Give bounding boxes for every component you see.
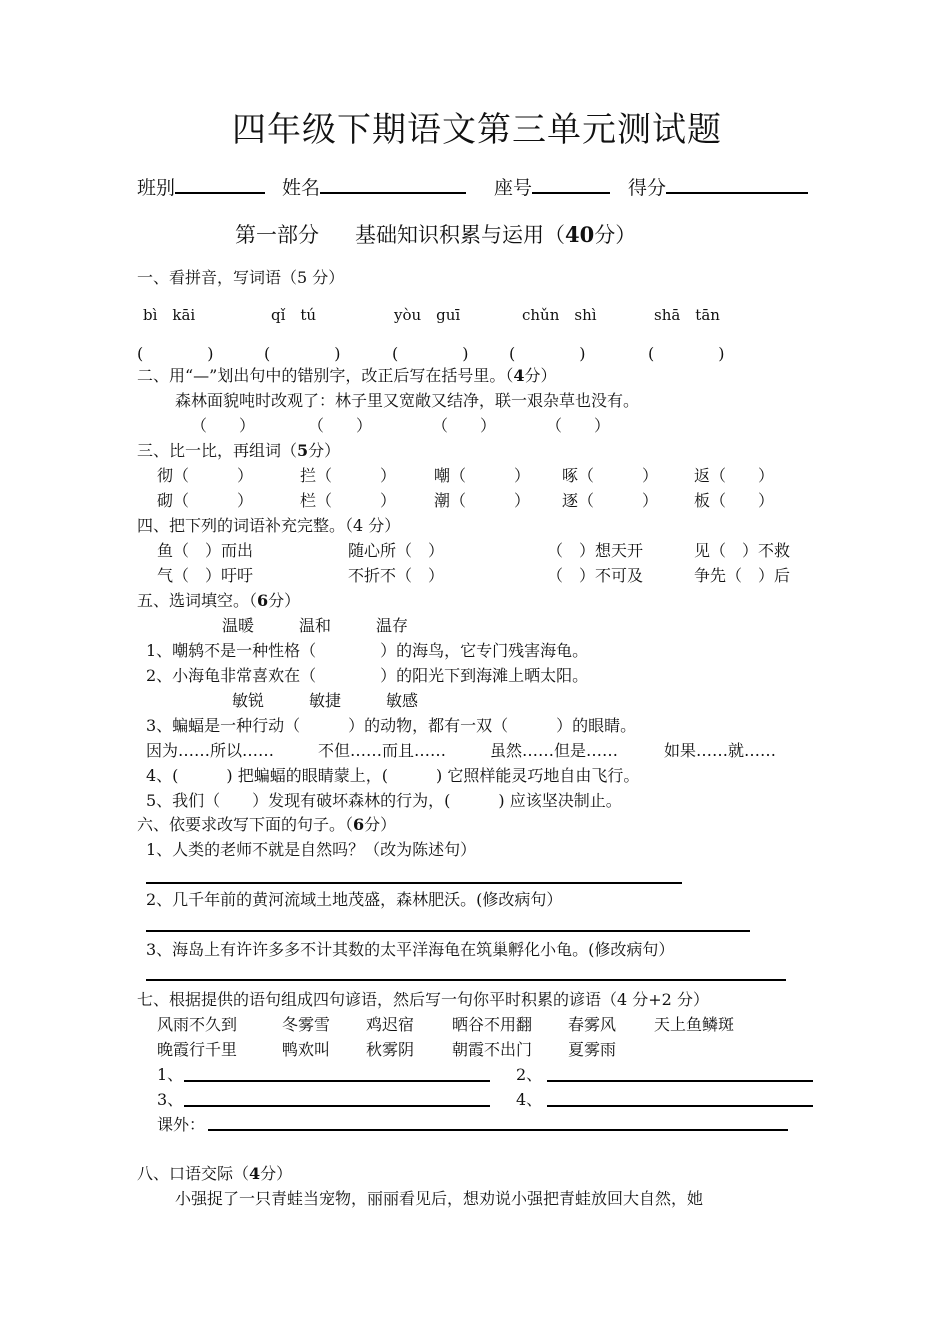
answer-bracket-3[interactable]: ( )	[392, 344, 469, 363]
proverb-number: 2、	[516, 1065, 543, 1084]
section-7-heading: 七、根据提供的语句组成四句谚语，然后写一句你平时积累的谚语（4 分+2 分）	[137, 990, 709, 1009]
section-8-heading-text: 八、口语交际（	[137, 1164, 250, 1183]
score-label: 得分	[628, 177, 667, 199]
seat-blank[interactable]	[532, 174, 610, 194]
fill-question-4: 4、( ) 把蝙蝠的眼睛蒙上，( ) 它照样能灵巧地自由飞行。	[146, 766, 640, 785]
compare-item[interactable]: 嘲（ ）	[434, 466, 531, 485]
conjunction-option: 虽然……但是……	[490, 741, 619, 760]
compare-item[interactable]: 啄（ ）	[562, 466, 659, 485]
compare-item[interactable]: 板（ ）	[694, 491, 775, 510]
answer-line[interactable]	[146, 882, 682, 884]
proverb-fragment: 夏雾雨	[568, 1040, 617, 1059]
pinyin-2: qǐ tú	[271, 306, 317, 324]
section-6-heading-text: 六、依要求改写下面的句子。（	[137, 815, 354, 834]
section-8-score: 4	[249, 1164, 261, 1183]
section-2-heading	[137, 363, 557, 386]
idiom-item[interactable]: 鱼（ ）而出	[157, 541, 254, 560]
compare-item[interactable]: 栏（ ）	[300, 491, 397, 510]
page-title: 四年级下期语文第三单元测试题	[232, 110, 722, 150]
idiom-item[interactable]: 争先（ ）后	[694, 566, 791, 585]
part-unit: 分）	[594, 223, 637, 247]
proverb-fragment: 冬雾雪	[282, 1015, 331, 1034]
extra-proverb-label: 课外：	[157, 1115, 206, 1134]
section-2-heading-tail: 分）	[524, 366, 557, 385]
proverb-number: 3、	[157, 1090, 184, 1109]
correction-bracket-3[interactable]: （ ）	[432, 416, 497, 435]
idiom-item[interactable]: 见（ ）不救	[694, 541, 791, 560]
name-blank[interactable]	[320, 174, 466, 194]
proverb-fragment: 秋雾阴	[366, 1040, 415, 1059]
pinyin-4: chǔn shì	[522, 306, 597, 324]
section-3-heading	[137, 438, 340, 461]
section-8-heading	[137, 1161, 292, 1184]
proverb-answer-line[interactable]	[184, 1080, 490, 1082]
pinyin-3: yòu guī	[394, 306, 461, 324]
name-label: 姓名	[282, 177, 321, 199]
section-3-heading-text: 三、比一比，再组词（	[137, 441, 298, 460]
idiom-item[interactable]: 不折不（ ）	[348, 566, 445, 585]
rewrite-question-2: 2、几千年前的黄河流域土地茂盛，森林肥沃。(修改病句）	[146, 890, 563, 909]
part-score: 40	[565, 222, 595, 247]
section-2-sentence: 森林面貌吨时改观了：林子里又宽敞又结净，联一艰杂草也没有。	[175, 391, 640, 410]
answer-bracket-5[interactable]: ( )	[648, 344, 725, 363]
word-option: 温暖	[222, 616, 255, 635]
word-option: 敏捷	[309, 691, 342, 710]
idiom-item[interactable]: （ ）想天开	[547, 541, 644, 560]
section-5-heading	[137, 588, 300, 611]
seat-label: 座号	[494, 177, 533, 199]
correction-bracket-1[interactable]: （ ）	[191, 416, 256, 435]
section-8-heading-tail: 分）	[260, 1164, 293, 1183]
word-option: 温存	[376, 616, 409, 635]
part-title: 基础知识积累与运用（	[355, 223, 565, 247]
compare-item[interactable]: 拦（ ）	[300, 466, 397, 485]
answer-bracket-1[interactable]: ( )	[137, 344, 214, 363]
class-label: 班别	[137, 177, 176, 199]
extra-proverb-line[interactable]	[208, 1129, 788, 1131]
idiom-item[interactable]: 随心所（ ）	[348, 541, 445, 560]
proverb-number: 1、	[157, 1065, 184, 1084]
answer-line[interactable]	[146, 930, 750, 932]
conjunction-option: 因为……所以……	[146, 741, 275, 760]
answer-line[interactable]	[146, 979, 786, 981]
section-3-score: 5	[297, 441, 309, 460]
score-field	[628, 173, 808, 200]
score-blank[interactable]	[666, 174, 808, 194]
pinyin-5: shā tān	[654, 306, 720, 324]
name-field	[282, 173, 466, 200]
section-2-heading-text: 二、用“—”划出句中的错别字，改正后写在括号里。（	[137, 366, 514, 385]
section-4-heading: 四、把下列的词语补充完整。（4 分）	[137, 516, 401, 535]
class-field	[137, 173, 265, 200]
compare-item[interactable]: 砌（ ）	[157, 491, 254, 510]
proverb-fragment: 晒谷不用翻	[452, 1015, 533, 1034]
rewrite-question-1: 1、人类的老师不就是自然吗？（改为陈述句）	[146, 840, 477, 859]
idiom-item[interactable]: 气（ ）吁吁	[157, 566, 254, 585]
word-option: 温和	[299, 616, 332, 635]
proverb-fragment: 风雨不久到	[157, 1015, 238, 1034]
section-1-heading: 一、看拼音，写词语（5 分）	[137, 268, 345, 287]
fill-question-3: 3、蝙蝠是一种行动（ ）的动物，都有一双（ ）的眼睛。	[146, 716, 637, 735]
answer-bracket-2[interactable]: ( )	[264, 344, 341, 363]
section-5-score: 6	[257, 591, 269, 610]
idiom-item[interactable]: （ ）不可及	[547, 566, 644, 585]
answer-bracket-4[interactable]: ( )	[509, 344, 586, 363]
part-name: 第一部分	[235, 223, 319, 247]
proverb-fragment: 天上鱼鳞斑	[654, 1015, 735, 1034]
fill-question-1: 1、嘲鸫不是一种性格（ ）的海鸟，它专门残害海龟。	[146, 641, 589, 660]
section-8-text: 小强捉了一只青蛙当宠物，丽丽看见后，想劝说小强把青蛙放回大自然，她	[175, 1189, 704, 1208]
section-2-score: 4	[513, 366, 525, 385]
compare-item[interactable]: 彻（ ）	[157, 466, 254, 485]
pinyin-1: bì kāi	[143, 306, 196, 324]
section-6-heading	[137, 812, 396, 835]
correction-bracket-4[interactable]: （ ）	[546, 416, 611, 435]
proverb-answer-line[interactable]	[184, 1105, 490, 1107]
proverb-fragment: 春雾风	[568, 1015, 617, 1034]
section-6-heading-tail: 分）	[364, 815, 397, 834]
compare-item[interactable]: 潮（ ）	[434, 491, 531, 510]
section-3-heading-tail: 分）	[308, 441, 341, 460]
correction-bracket-2[interactable]: （ ）	[308, 416, 373, 435]
fill-question-5: 5、我们（ ）发现有破坏森林的行为，( ) 应该坚决制止。	[146, 791, 622, 810]
rewrite-question-3: 3、海岛上有许许多多不计其数的太平洋海龟在筑巢孵化小龟。(修改病句）	[146, 940, 675, 959]
conjunction-option: 不但……而且……	[318, 741, 447, 760]
compare-item[interactable]: 返（ ）	[694, 466, 775, 485]
proverb-fragment: 鸡迟宿	[366, 1015, 415, 1034]
conjunction-option: 如果……就……	[664, 741, 777, 760]
class-blank[interactable]	[175, 174, 265, 194]
fill-question-2: 2、小海龟非常喜欢在（ ）的阳光下到海滩上晒太阳。	[146, 666, 589, 685]
proverb-fragment: 鸭欢叫	[282, 1040, 331, 1059]
seat-field	[494, 173, 610, 200]
proverb-fragment: 朝霞不出门	[452, 1040, 533, 1059]
proverb-answer-line[interactable]	[547, 1080, 813, 1082]
compare-item[interactable]: 逐（ ）	[562, 491, 659, 510]
proverb-fragment: 晚霞行千里	[157, 1040, 238, 1059]
word-option: 敏感	[386, 691, 419, 710]
proverb-number: 4、	[516, 1090, 543, 1109]
proverb-answer-line[interactable]	[547, 1105, 813, 1107]
part-heading	[235, 219, 636, 249]
section-6-score: 6	[353, 815, 365, 834]
section-5-heading-text: 五、选词填空。（	[137, 591, 258, 610]
section-5-heading-tail: 分）	[268, 591, 301, 610]
word-option: 敏锐	[232, 691, 265, 710]
